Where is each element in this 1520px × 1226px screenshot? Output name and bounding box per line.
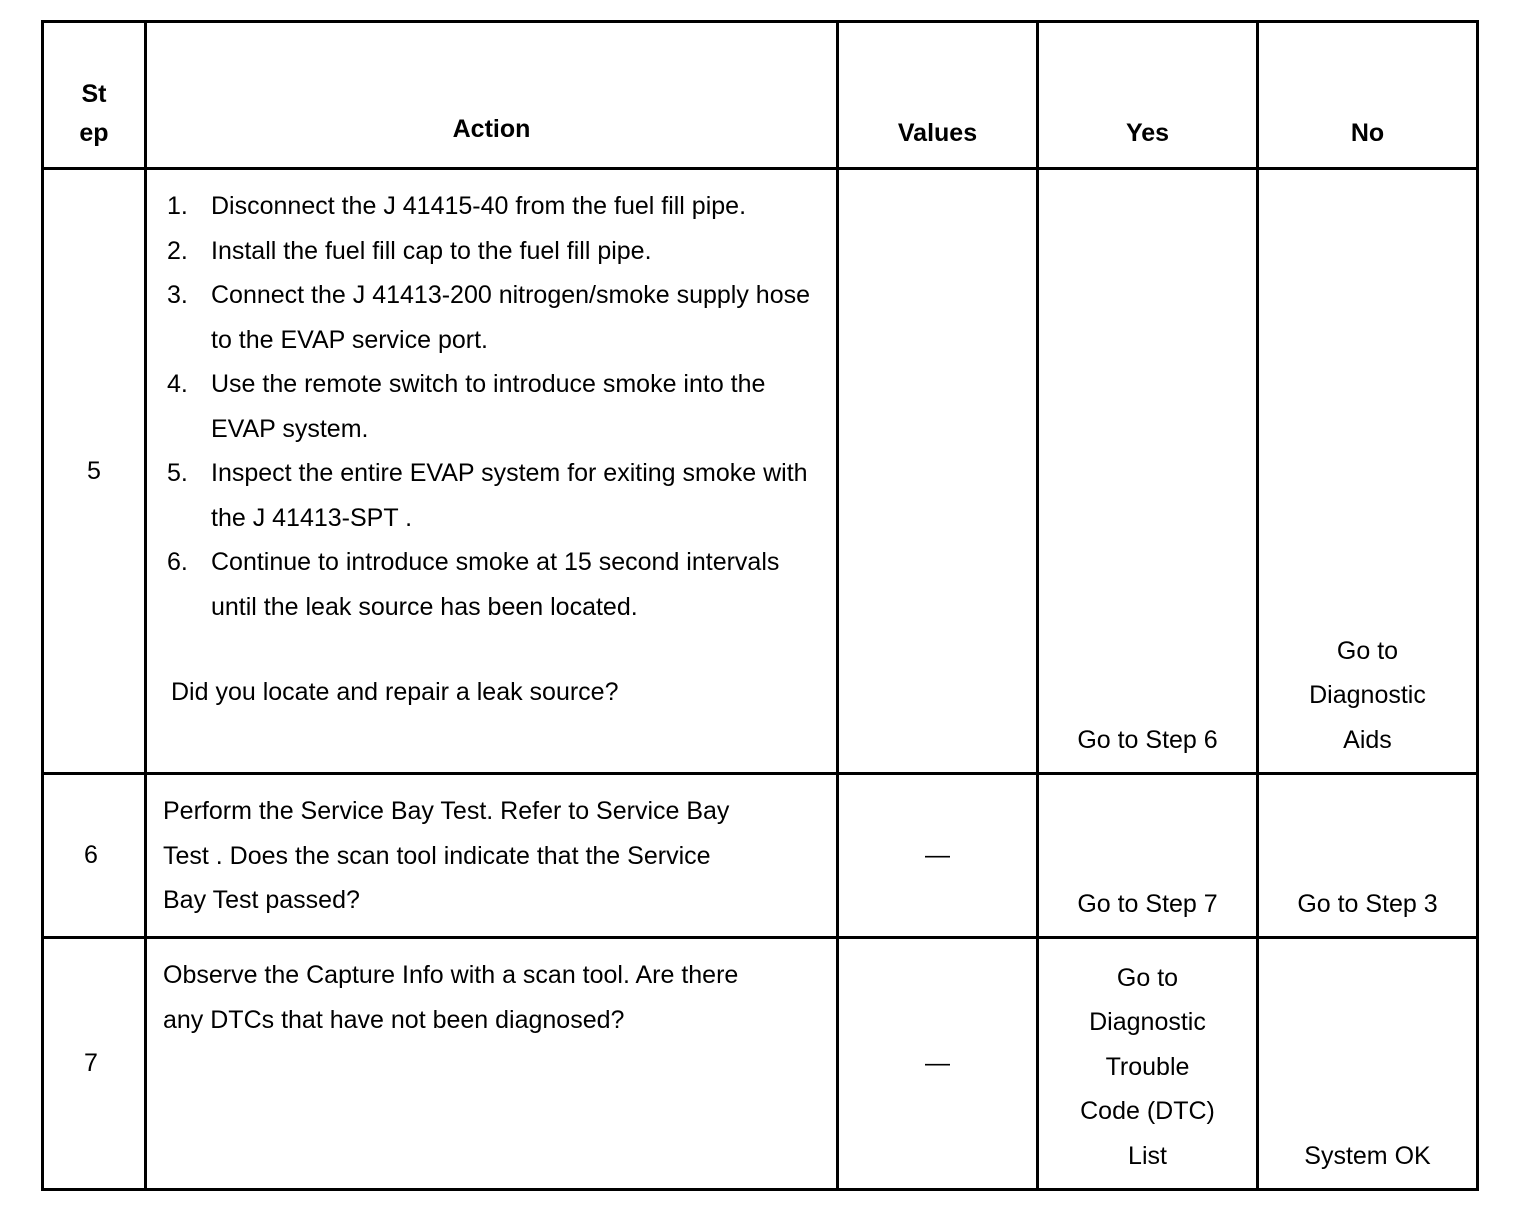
header-yes: Yes <box>1038 22 1258 169</box>
header-step-line-1: St <box>81 80 107 108</box>
action-step <box>163 184 828 229</box>
action-step <box>163 540 828 629</box>
table-row <box>43 774 1478 938</box>
header-row <box>43 22 1478 169</box>
step-number: 6 <box>43 774 146 938</box>
action-cell: Perform the Service Bay Test. Refer to Service Bay Test . Does the scan tool indicate that the Service Bay Test passed? <box>146 774 838 938</box>
action-step-number: 2. <box>167 236 188 265</box>
action-step <box>163 451 828 540</box>
action-question: Did you locate and repair a leak source? <box>171 678 619 706</box>
step-number: 5 <box>43 169 146 774</box>
no-cell: Go to Step 3 <box>1258 774 1478 938</box>
action-step <box>163 229 828 274</box>
yes-cell: Go to Step 6 <box>1038 169 1258 774</box>
action-cell: Observe the Capture Info with a scan tool. Are there any DTCs that have not been diagnosed? <box>146 938 838 1190</box>
action-step-text: Use the remote switch to introduce smoke into the EVAP system. <box>211 370 766 443</box>
table-row <box>43 169 1478 774</box>
header-no: No <box>1258 22 1478 169</box>
diagnostic-table <box>41 20 1479 1191</box>
no-cell: Go to Diagnostic Aids <box>1258 169 1478 774</box>
header-step-line-2: ep <box>79 119 109 147</box>
yes-cell: Go to Step 7 <box>1038 774 1258 938</box>
action-step-number: 6. <box>167 548 188 576</box>
header-step <box>43 22 146 169</box>
action-step-number: 3. <box>167 281 188 309</box>
action-step-number: 5. <box>167 459 188 487</box>
yes-cell: Go to Diagnostic Trouble Code (DTC) List <box>1038 938 1258 1190</box>
header-values: Values <box>838 22 1038 169</box>
values-cell: — <box>838 938 1038 1190</box>
action-step-number: 4. <box>167 370 188 398</box>
action-step-text: Connect the J 41413-200 nitrogen/smoke supply hose to the EVAP service port. <box>211 281 810 354</box>
action-cell <box>146 169 838 774</box>
action-step-text: Inspect the entire EVAP system for exiting smoke with the J 41413-SPT . <box>211 459 808 532</box>
values-cell <box>838 169 1038 774</box>
action-step-text: Disconnect the J 41415-40 from the fuel fill pipe. <box>211 192 747 220</box>
action-step-number: 1. <box>167 192 188 220</box>
header-action: Action <box>146 22 838 169</box>
action-step <box>163 273 828 362</box>
action-step-text: Install the fuel fill cap to the fuel fill pipe. <box>211 236 652 265</box>
no-cell: System OK <box>1258 938 1478 1190</box>
step-number: 7 <box>43 938 146 1190</box>
values-cell: — <box>838 774 1038 938</box>
table-row <box>43 938 1478 1190</box>
action-step-text: Continue to introduce smoke at 15 second intervals until the leak source has been located. <box>211 548 780 621</box>
action-step <box>163 362 828 451</box>
